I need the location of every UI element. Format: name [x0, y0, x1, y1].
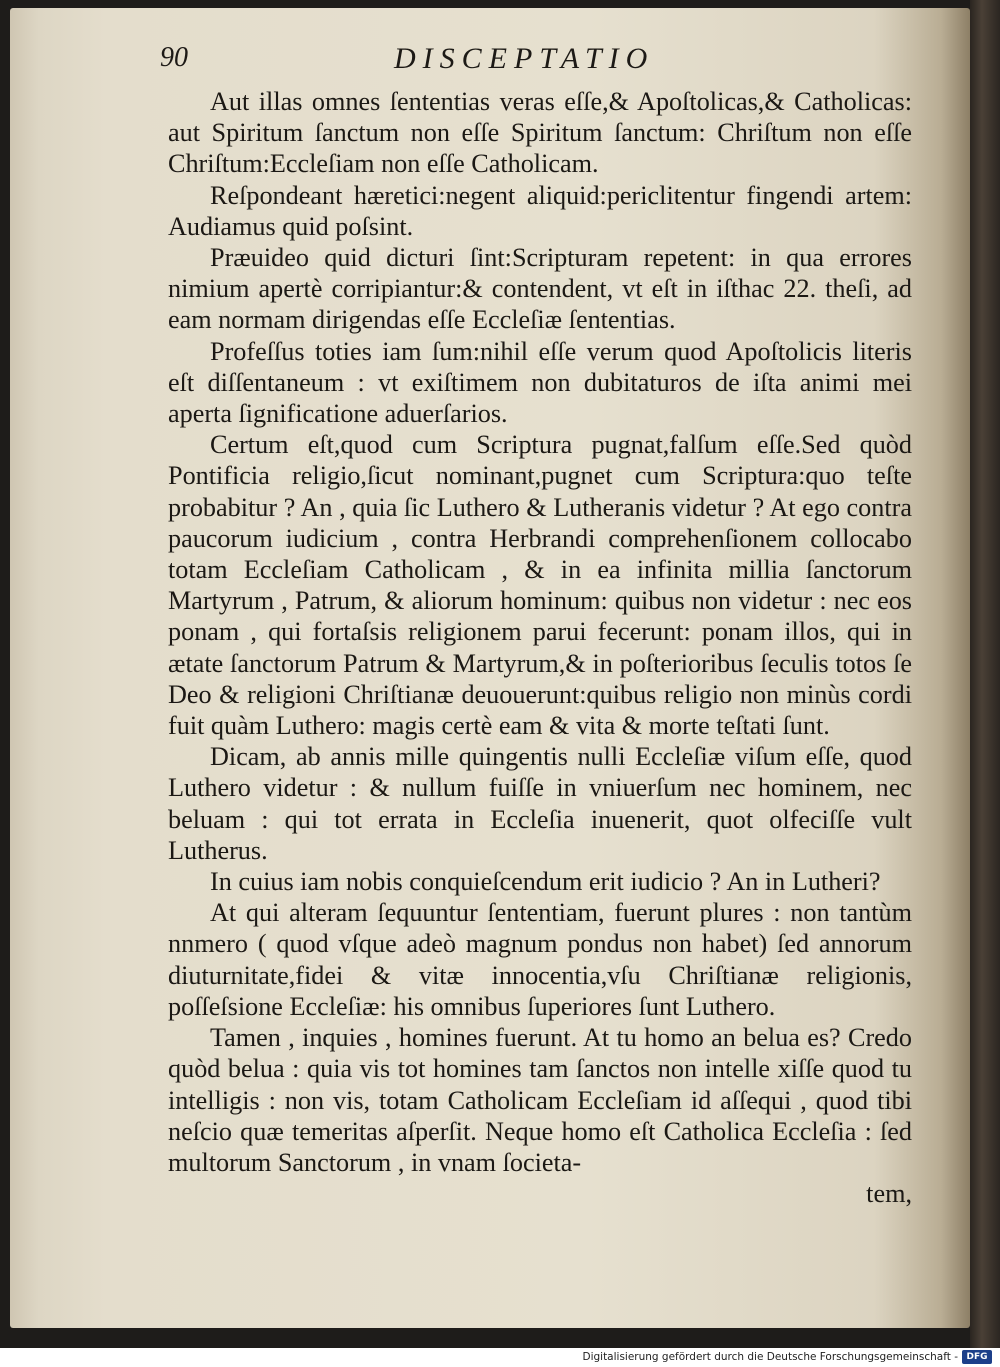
running-title: DISCEPTATIO [394, 42, 655, 75]
paragraph: Dicam, ab annis mille quingentis nulli Eccleſiæ viſum eſſe, quod Luthero videtur : & nullum fuiſſe in vniuerſum nec hominem, nec beluam : qui tot errata in Eccleſia inuenerit, quot olfeciſſe vult Lutherus. [168, 742, 912, 865]
body-text [168, 86, 912, 1209]
catchword: tem, [866, 1179, 912, 1209]
book-edge [970, 0, 1000, 1348]
paragraph: Præuideo quid dicturi ſint:Scripturam repetent: in qua errores nimium apertè corripiantur:& contendent, vt eſt in iſthac 22. theſi, ad eam normam dirigendas eſſe Eccleſiæ ſententias. [168, 243, 912, 335]
paragraph: Certum eſt,quod cum Scriptura pugnat,falſum eſſe.Sed quòd Pontificia religio,ſicut nominant,pugnet cum Scriptura:quo teſte probabitur ? An , quia ſic Luthero & Lutheranis videtur ? At ego contra paucorum iudicium , contra Herbrandi comprehenſionem collocabo totam Eccleſiam Catholicam , & in ea infinita millia ſanctorum Martyrum , Patrum, & aliorum hominum: quibus non videtur : nec eos ponam , qui fortaſsis religionem parui fecerunt: ponam illos, qui in ætate ſanctorum Patrum & Martyrum,& in poſterioribus ſeculis totos ſe Deo & religioni Chriſtianæ deuouerunt:quibus religio non minùs cordi fuit quàm Luthero: magis certè eam & vita & morte teſtati ſunt. [168, 430, 912, 741]
footer-bar [0, 1348, 1000, 1367]
paragraph: Reſpondeant hæretici:negent aliquid:periclitentur fingendi artem: Audiamus quid poſsint. [168, 180, 912, 241]
book-page [10, 8, 970, 1328]
paragraph: Tamen , inquies , homines fuerunt. At tu homo an belua es? Credo quòd belua : quia vis tot homines tam ſanctos non intelle xiſſe quod tu intelligis : non vis, totam Catholicam Eccleſiam id aſſequi , quod tibi neſcio quæ temeritas aſperſit. Neque homo eſt Catholica Eccleſia : ſed multorum Sanctorum , in vnam ſocieta- [168, 1023, 912, 1177]
paragraph: At qui alteram ſequuntur ſententiam, fuerunt plures : non tantùm nnmero ( quod vſque adeò magnum pondus non habet) ſed annorum diuturnitate,fidei & vitæ innocentia,vſu Chriſtianæ religionis, poſſeſsione Eccleſiæ: his omnibus ſuperiores ſunt Luthero. [168, 898, 912, 1021]
dfg-logo-icon: DFG [962, 1350, 992, 1364]
paragraph: Profeſſus toties iam ſum:nihil eſſe verum quod Apoſtolicis literis eſt diſſentaneum : vt exiſtimem non dubitaturos de iſta animi mei aperta ſignificatione aduerſarios. [168, 336, 912, 429]
paragraph: Aut illas omnes ſententias veras eſſe,& Apoſtolicas,& Catholicas: aut Spiritum ſanctum non eſſe Spiritum ſanctum: Chriſtum non eſſe Chriſtum:Eccleſiam non eſſe Catholicam. [168, 87, 912, 179]
page-number: 90 [160, 42, 188, 73]
page-header [160, 42, 920, 82]
funding-note: Digitalisierung gefördert durch die Deutsche Forschungsgemeinschaft - [582, 1351, 958, 1363]
paragraph: In cuius iam nobis conquieſcendum erit iudicio ? An in Lutheri? [210, 867, 881, 897]
